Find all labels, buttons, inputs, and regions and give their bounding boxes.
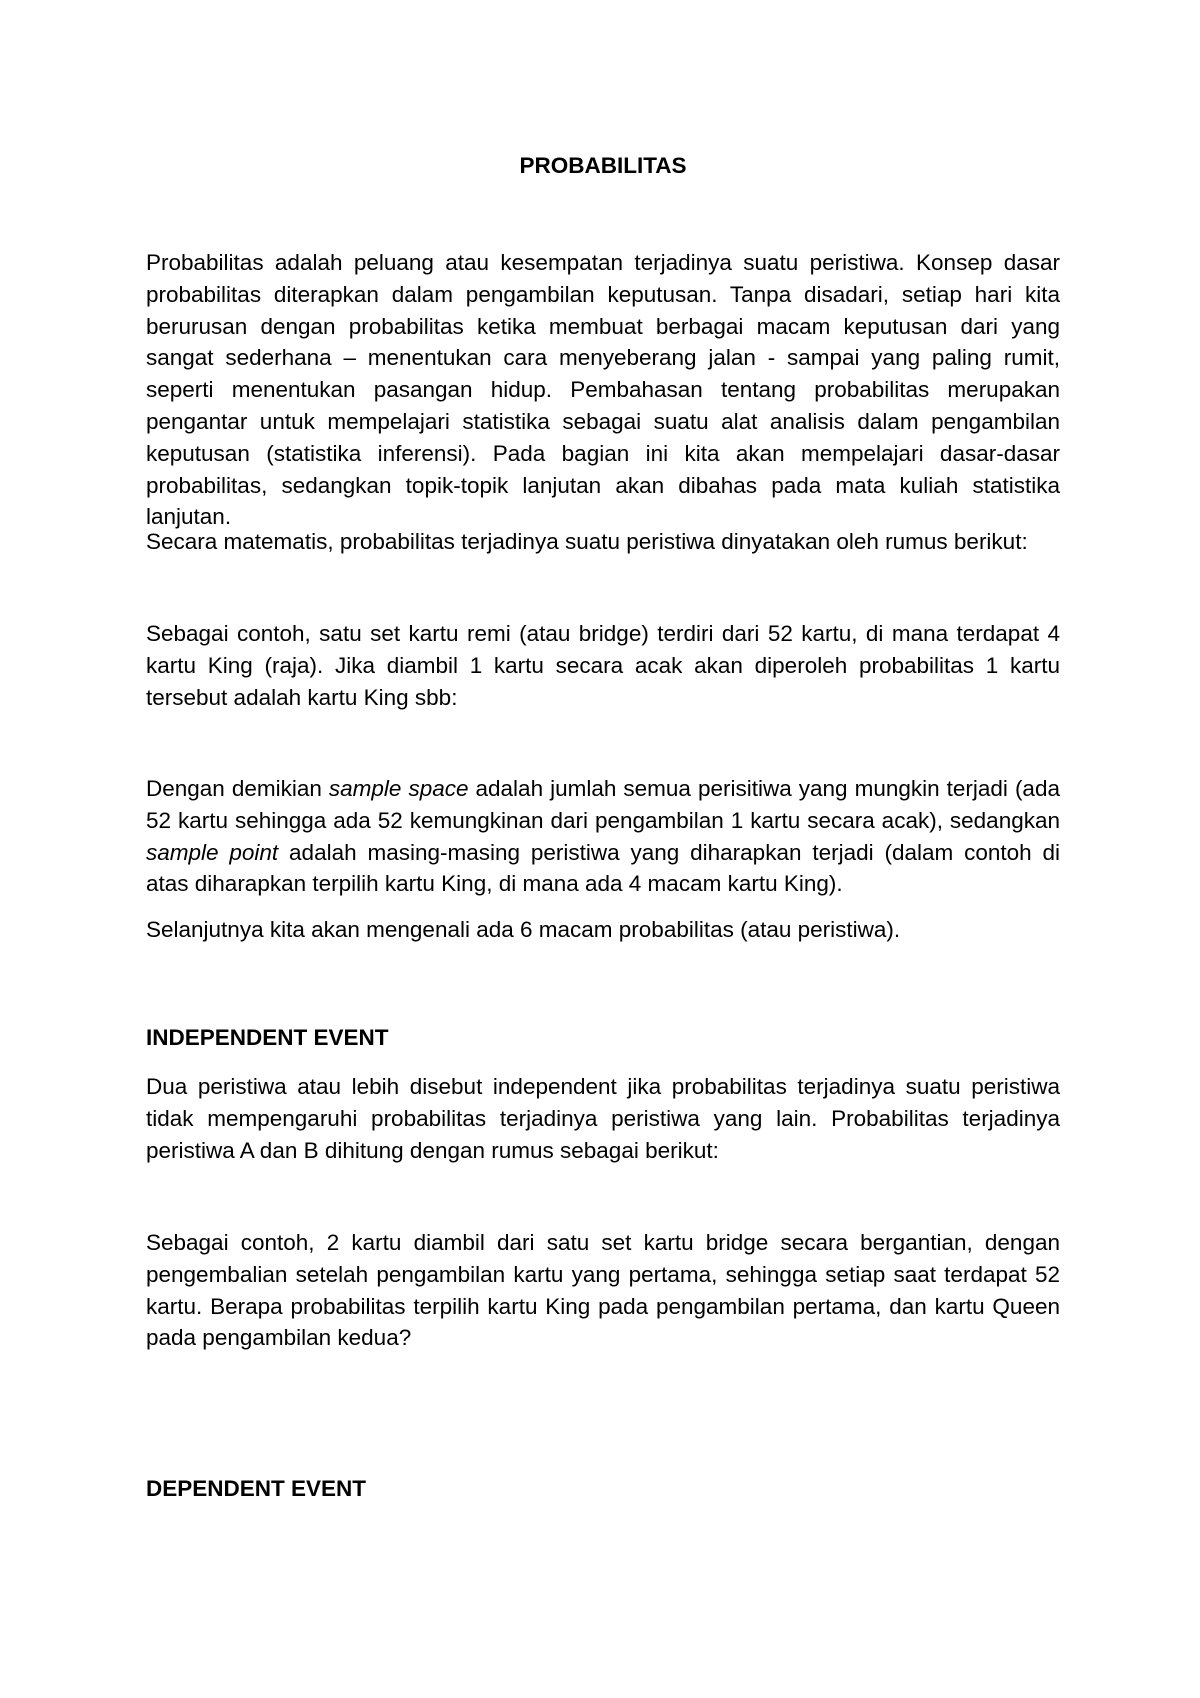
section-heading-independent-event: INDEPENDENT EVENT [146, 1025, 389, 1050]
example-paragraph: Sebagai contoh, satu set kartu remi (atau bridge) terdiri dari 52 kartu, di mana terdapat 4 kartu King (raja). Jika diambil 1 kartu secara acak akan diperoleh probabilitas 1 kartu tersebut adalah kartu King sbb: [146, 621, 1060, 710]
text-span: Dengan demikian [146, 776, 329, 801]
text-span: adalah jumlah semua perisitiwa yang mungkin terjadi (ada 52 kartu sehingga ada 52 kemungkinan dari pengambilan 1 kartu secara acak), sedangkan [146, 776, 1060, 833]
page-title: PROBABILITAS [519, 153, 687, 178]
independent-event-paragraph: Dua peristiwa atau lebih disebut independent jika probabilitas terjadinya suatu peristiwa tidak mempengaruhi probabilitas terjadinya peristiwa yang lain. Probabilitas terjadinya peristiwa A dan B dihitung dengan rumus sebagai berikut: [146, 1074, 1060, 1163]
probability-types-paragraph: Selanjutnya kita akan mengenali ada 6 macam probabilitas (atau peristiwa). [146, 917, 901, 942]
document-page [146, 0, 1060, 1698]
text-span: adalah masing-masing peristiwa yang diharapkan terjadi (dalam contoh di atas diharapkan terpilih kartu King, di mana ada 4 macam kartu King). [146, 839, 1061, 897]
sample-point-term: sample point [146, 839, 279, 865]
independent-example-paragraph: Sebagai contoh, 2 kartu diambil dari satu set kartu bridge secara bergantian, dengan pengembalian setelah pengambilan kartu yang pertama, sehingga setiap saat terdapat 52 kartu. Berapa probabilitas terpilih kartu King pada pengambilan pertama, dan kartu Queen pada pengambilan kedua? [146, 1230, 1060, 1351]
intro-paragraph: Probabilitas adalah peluang atau kesempatan terjadinya suatu peristiwa. Konsep dasar probabilitas diterapkan dalam pengambilan keputusan. Tanpa disadari, setiap hari kita berurusan dengan probabilitas ketika membuat berbagai macam keputusan dari yang sangat sederhana – menentukan cara menyeberang jalan - sampai yang paling rumit, seperti menentukan pasangan hidup. Pembahasan tentang probabilitas merupakan pengantar untuk mempelajari statistika sebagai suatu alat analisis dalam pengambilan keputusan (statistika inferensi). Pada bagian ini kita akan mempelajari dasar-dasar probabilitas, sedangkan topik-topik lanjutan akan dibahas pada mata kuliah statistika lanjutan. [146, 250, 1060, 530]
formula-intro-paragraph: Secara matematis, probabilitas terjadinya suatu peristiwa dinyatakan oleh rumus berikut: [146, 529, 1028, 554]
sample-space-term: sample space [328, 776, 469, 801]
section-heading-dependent-event: DEPENDENT EVENT [146, 1476, 367, 1501]
sample-space-paragraph [146, 773, 1060, 900]
